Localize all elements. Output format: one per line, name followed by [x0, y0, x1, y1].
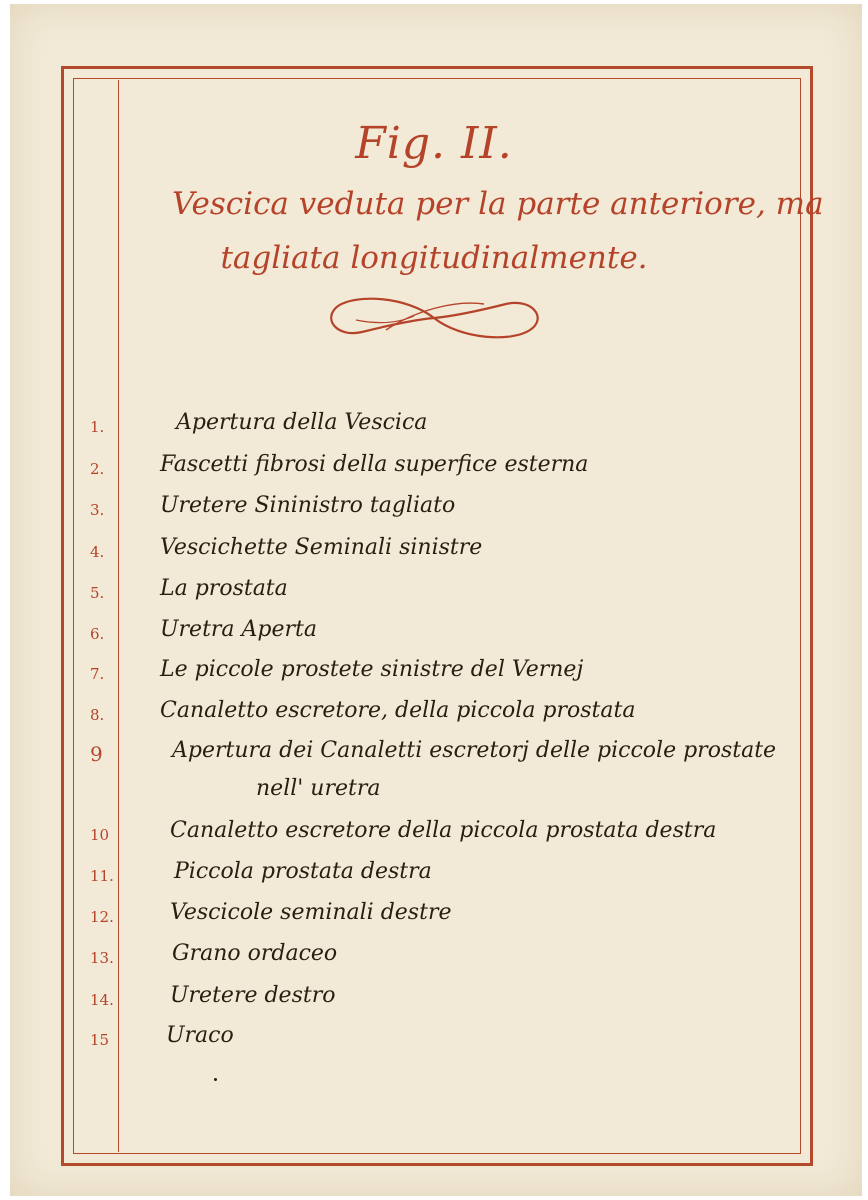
legend-number: 7.: [90, 665, 105, 683]
legend-label: Grano ordaceo: [172, 941, 338, 966]
legend-label: Vescichette Seminali sinistre: [160, 535, 483, 560]
legend-number: 8.: [90, 706, 105, 724]
legend-number: 1.: [90, 418, 105, 436]
legend-label: Uretra Aperta: [160, 617, 318, 642]
legend-number: 9: [90, 742, 103, 766]
legend-label: Vescicole seminali destre: [170, 900, 452, 925]
legend-label: Le piccole prostete sinistre del Vernej: [160, 657, 584, 682]
legend-number: 6.: [90, 625, 105, 643]
legend-item: [0, 1023, 868, 1063]
legend-label: Canaletto escretore, della piccola prostata: [160, 698, 636, 723]
legend-item: [0, 738, 868, 778]
legend-number: 12.: [90, 908, 114, 926]
legend-number: 4.: [90, 543, 105, 561]
legend-label: Uretere destro: [170, 983, 336, 1008]
legend-number: 10: [90, 826, 110, 844]
subtitle-line-1: Vescica veduta per la parte anteriore, ma: [172, 186, 824, 222]
ink-dot: [214, 1078, 217, 1081]
legend-item: [0, 493, 868, 533]
legend-item: [0, 698, 868, 738]
legend-item: [0, 657, 868, 697]
legend-item: [0, 818, 868, 858]
legend-label: Apertura della Vescica: [176, 410, 428, 435]
legend-label: Uretere Sininistro tagliato: [160, 493, 456, 518]
legend-item: [0, 859, 868, 899]
legend-item: [0, 452, 868, 492]
legend-item: [0, 941, 868, 981]
calligraphic-flourish: [316, 290, 552, 346]
legend-number: 11.: [90, 867, 114, 885]
legend-number: 5.: [90, 584, 105, 602]
legend-label: Uraco: [166, 1023, 234, 1048]
legend-number: 14.: [90, 991, 114, 1009]
legend-label: Canaletto escretore della piccola prostata destra: [170, 818, 717, 843]
legend-item: [0, 983, 868, 1023]
subtitle-line-2: tagliata longitudinalmente.: [220, 240, 648, 276]
legend-number: 15: [90, 1031, 110, 1049]
legend-item: [0, 900, 868, 940]
legend-item-9-continuation: nell' uretra: [256, 776, 381, 801]
legend-item: [0, 617, 868, 657]
legend-label: Apertura dei Canaletti escretorj delle piccole prostate: [172, 738, 777, 763]
legend-number: 2.: [90, 460, 105, 478]
legend-label: Piccola prostata destra: [174, 859, 432, 884]
legend-number: 3.: [90, 501, 105, 519]
legend-label: Fascetti fibrosi della superfice esterna: [160, 452, 589, 477]
legend-label: La prostata: [160, 576, 288, 601]
legend-number: 13.: [90, 949, 114, 967]
figure-title: Fig. II.: [355, 118, 513, 169]
legend-item: [0, 576, 868, 616]
legend-item: [0, 535, 868, 575]
legend-item: [0, 410, 868, 450]
